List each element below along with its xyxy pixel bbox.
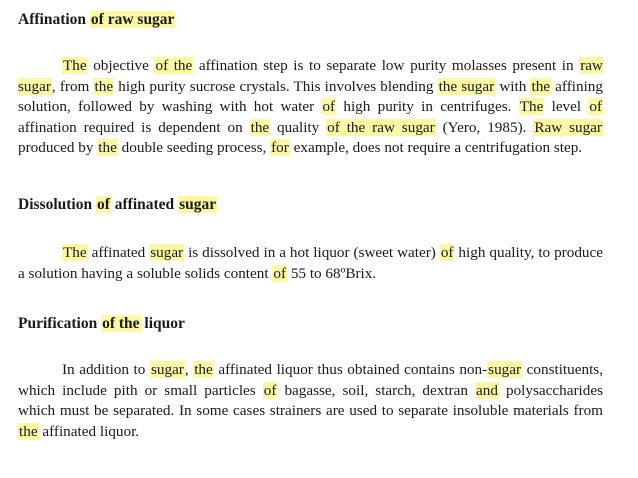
highlighted-text: the (94, 77, 114, 95)
highlighted-text: The (519, 98, 544, 115)
highlighted-text: sugar (488, 361, 522, 378)
highlighted-text: sugar (179, 196, 217, 213)
highlighted-text: of the (102, 315, 140, 332)
highlighted-text: sugar (150, 361, 184, 378)
highlighted-text: the (98, 139, 117, 156)
highlighted-text: of (440, 244, 454, 261)
highlighted-text: of (263, 381, 277, 399)
highlighted-text: The (63, 244, 87, 261)
paragraph-purification: In addition to sugar, the affinated liquor thus obtained contains non-sugar constituents, which include pith or small particles of bagasse, soil, starch, dextran and polysaccharides which must be separated. In some cases strainers are used to separate insoluble materials from the affinated liquor. (18, 361, 603, 440)
highlighted-text: of (96, 196, 110, 213)
section-heading-purification: Purification of the liquor (18, 315, 185, 332)
highlighted-text: of (322, 98, 336, 115)
highlighted-text: The (63, 57, 87, 74)
section-heading-affination: Affination of raw sugar (18, 11, 175, 28)
highlighted-text: the (194, 361, 213, 378)
highlighted-text: of (273, 264, 287, 282)
highlighted-text: of (589, 98, 603, 115)
highlighted-text: Raw sugar (534, 118, 602, 136)
highlighted-text: the (19, 422, 38, 440)
highlighted-text: of raw sugar (90, 11, 175, 28)
highlighted-text: the sugar (438, 77, 495, 95)
highlighted-text: for (271, 139, 289, 156)
paragraph-dissolution: The affinated sugar is dissolved in a hot liquor (sweet water) of high quality, to produce a solution having a soluble solids content of 55 to 68ºBrix. (18, 244, 603, 282)
paragraph-affination: The objective of the affination step is to separate low purity molasses present in raw sugar, from the high purity sucrose crystals. This involves blending the sugar with the affining solution, followed by washing with hot water of high purity in centrifuges. The level of affination required is dependent on the quality of the raw sugar (Yero, 1985). Raw sugar produced by the double seeding process, for example, does not require a centrifugation step. (18, 57, 603, 156)
section-heading-dissolution: Dissolution of affinated sugar (18, 196, 217, 213)
highlighted-text: raw sugar (18, 57, 603, 95)
highlighted-text: sugar (150, 244, 184, 261)
highlighted-text: and (476, 381, 498, 399)
highlighted-text: of the raw sugar (327, 118, 435, 136)
highlighted-text: the (531, 77, 551, 95)
highlighted-text: the (250, 118, 270, 136)
highlighted-text: of the (155, 57, 193, 74)
